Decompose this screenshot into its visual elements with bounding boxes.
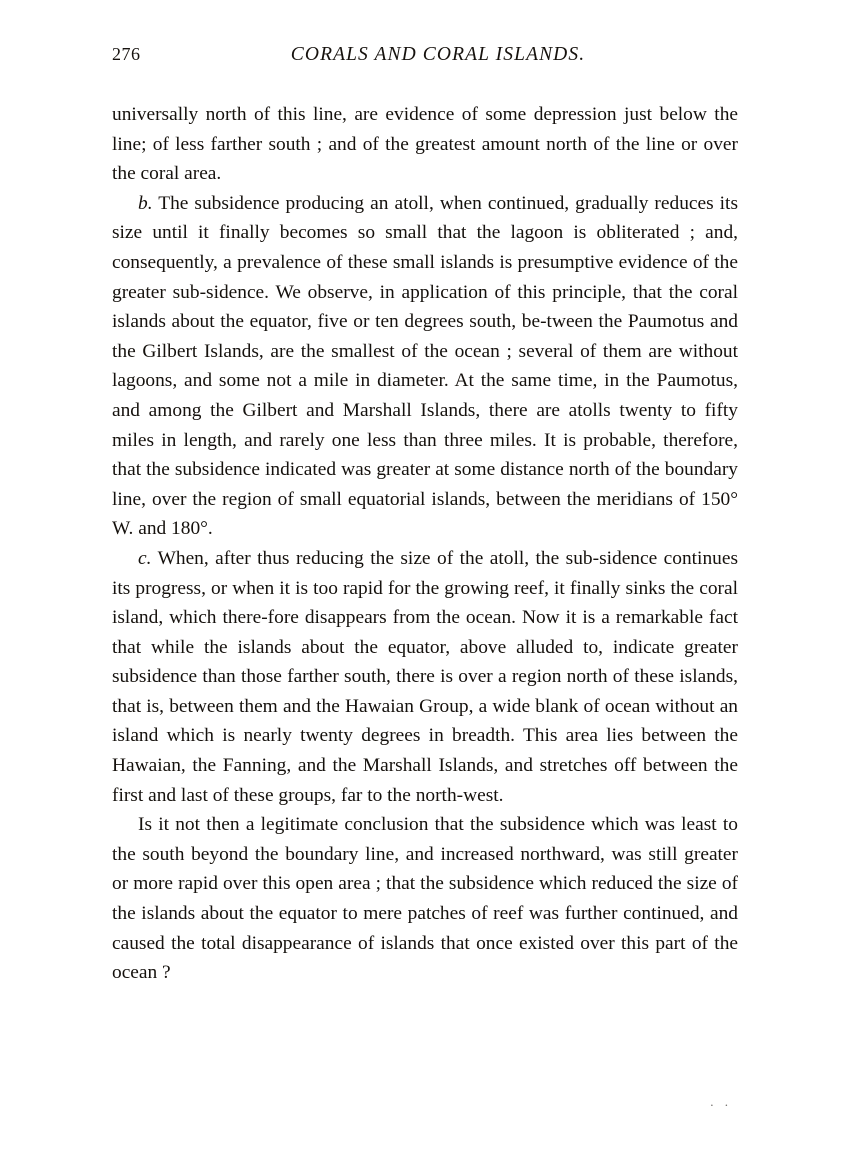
paragraph-text: Is it not then a legitimate conclusion that the subsidence which was least to the south beyond the boundary line, and increased northward, was still greater or more rapid over this open area ; that the subsidence which reduced the size of the islands about the equator to mere patches of reef was further continued, and caused the total disappearance of islands that once existed over this part of the ocean ? <box>112 814 738 984</box>
paragraph-c <box>112 544 738 810</box>
paragraph-b <box>112 189 738 544</box>
stray-ink-marks: . . <box>710 1094 732 1109</box>
paragraph-label-b: b. <box>138 192 153 214</box>
paragraph-continued <box>112 100 738 189</box>
page-number: 276 <box>112 44 141 64</box>
paragraph-question <box>112 810 738 988</box>
paragraph-text: When, after thus reducing the size of the atoll, the sub-sidence continues its progress, or when it is too rapid for the growing reef, it finally sinks the coral island, which there-fore disappears from the ocean. Now it is a remarkable fact that while the islands about the equator, above alluded to, indicate greater subsidence than those farther south, there is over a region north of these islands, that is, between them and the Hawaian Group, a wide blank of ocean without an island which is nearly twenty degrees in breadth. This area lies between the Hawaian, the Fanning, and the Marshall Islands, and stretches off between the first and last of these groups, far to the north-west. <box>112 547 738 806</box>
page-header <box>112 44 738 70</box>
paragraph-label-c: c. <box>138 547 152 569</box>
running-head: CORALS AND CORAL ISLANDS. <box>290 44 586 65</box>
paragraph-text: universally north of this line, are evidence of some depression just below the line; of less farther south ; and of the greatest amount north of the line or over the coral area. <box>112 104 738 185</box>
paragraph-text: The subsidence producing an atoll, when continued, gradually reduces its size until it finally becomes so small that the lagoon is obliterated ; and, consequently, a prevalence of these small islands is presumptive evidence of the greater sub-sidence. We observe, in application of this principle, that the coral islands about the equator, five or ten degrees south, be-tween the Paumotus and the Gilbert Islands, are the smallest of the ocean ; several of them are without lagoons, and some not a mile in diameter. At the same time, in the Paumotus, and among the Gilbert and Marshall Islands, there are atolls twenty to fifty miles in length, and rarely one less than three miles. It is probable, therefore, that the subsidence indicated was greater at some distance north of the boundary line, over the region of small equatorial islands, between the meridians of 150° W. and 180°. <box>112 192 738 540</box>
page-body <box>112 100 738 988</box>
